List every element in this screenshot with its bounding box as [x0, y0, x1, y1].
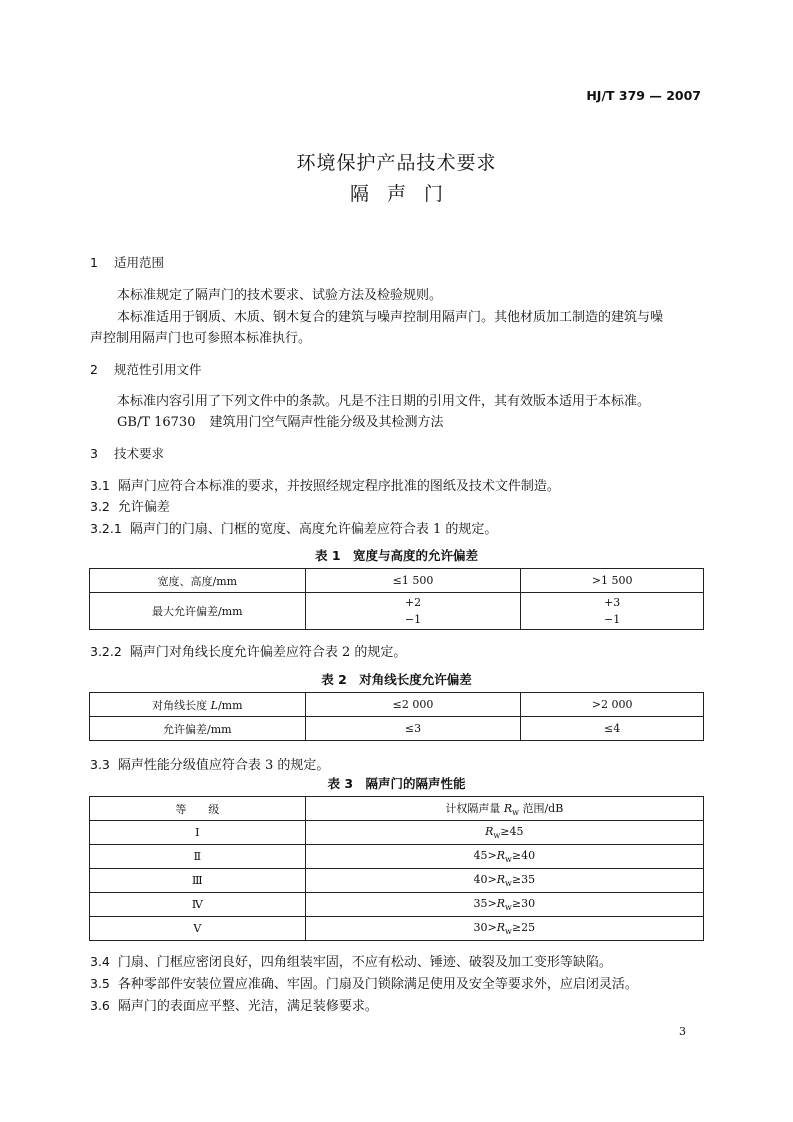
table-row — [90, 869, 704, 893]
table-row — [90, 845, 704, 869]
table-cell: >2 000 — [521, 693, 704, 717]
clause-number: 3.4 — [90, 954, 110, 969]
column-header-grade: 等 级 — [90, 797, 306, 821]
upper-deviation: +3 — [604, 596, 621, 609]
table-cell — [521, 593, 704, 630]
section-number: 3 — [90, 446, 98, 461]
clause-text: 隔声门应符合本标准的要求，并按照经规定程序批准的图纸及技术文件制造。 — [117, 479, 560, 494]
table-cell: ≤2 000 — [305, 693, 521, 717]
row-label: 最大允许偏差/mm — [90, 593, 306, 630]
table-row — [90, 917, 704, 941]
page-number: 3 — [679, 1025, 686, 1038]
clause-3-2-2 — [90, 641, 406, 660]
table-cell: >1 500 — [521, 569, 704, 593]
clause-number: 3.2.2 — [90, 644, 122, 659]
clause-number: 3.2.1 — [90, 521, 122, 536]
table-row — [90, 693, 704, 717]
table-3 — [89, 796, 704, 941]
table-row — [90, 893, 704, 917]
paragraph-continued: 声控制用隔声门也可参照本标准执行。 — [90, 331, 312, 346]
table-cell: ≤3 — [305, 717, 521, 741]
clause-3-6 — [90, 995, 378, 1014]
paragraph: 本标准适用于钢质、木质、钢木复合的建筑与噪声控制用隔声门。其他材质加工制造的建筑与噪 — [117, 310, 664, 325]
page-title: 环境保护产品技术要求 — [296, 152, 497, 174]
clause-text: 隔声门的门扇、门框的宽度、高度允许偏差应符合表 1 的规定。 — [129, 522, 498, 537]
standard-code: HJ/T 379 — 2007 — [586, 88, 701, 103]
clause-text: 隔声门的表面应平整、光洁，满足装修要求。 — [117, 999, 378, 1014]
column-header-range: 计权隔声量 $R_w$ 范围/dB — [305, 797, 703, 821]
clause-number: 3.5 — [90, 976, 110, 991]
clause-text: 允许偏差 — [117, 500, 170, 515]
section-number: 2 — [90, 362, 98, 377]
row-label: 允许偏差/mm — [90, 717, 306, 741]
table-cell: ≤1 500 — [305, 569, 521, 593]
section-title: 规范性引用文件 — [114, 362, 202, 377]
section-title: 技术要求 — [114, 446, 165, 461]
clause-text: 各种零部件安装位置应准确、牢固。门扇及门锁除满足使用及安全等要求外，应启闭灵活。 — [117, 977, 638, 992]
grade-cell: Ⅰ — [90, 821, 306, 845]
clause-number: 3.3 — [90, 757, 110, 772]
table-2 — [89, 692, 704, 741]
table-3-caption: 表 3 隔声门的隔声性能 — [327, 776, 466, 791]
clause-3-4 — [90, 951, 612, 970]
table-row — [90, 593, 704, 630]
clause-number: 3.6 — [90, 998, 110, 1013]
lower-deviation: −1 — [604, 613, 621, 626]
clause-3-2-1 — [90, 518, 497, 537]
range-cell: $35>R_w\ge 30$ — [305, 893, 703, 917]
section-heading-3 — [90, 444, 164, 462]
clause-3-2 — [90, 496, 170, 515]
section-number: 1 — [90, 255, 98, 270]
section-title: 适用范围 — [114, 255, 165, 270]
table-header-row — [90, 797, 704, 821]
clause-text: 门扇、门框应密闭良好，四角组装牢固，不应有松动、锤迹、破裂及加工变形等缺陷。 — [117, 955, 612, 970]
range-cell: $40>R_w\ge 35$ — [305, 869, 703, 893]
page-subtitle: 隔声门 — [349, 183, 461, 205]
lower-deviation: −1 — [404, 613, 422, 626]
paragraph: 本标准规定了隔声门的技术要求、试验方法及检验规则。 — [117, 288, 443, 303]
reference-code: GB/T 16730 — [117, 415, 196, 430]
range-cell: $R_w\ge 45$ — [305, 821, 703, 845]
clause-3-5 — [90, 973, 638, 992]
table-2-caption: 表 2 对角线长度允许偏差 — [321, 672, 472, 687]
table-cell: ≤4 — [521, 717, 704, 741]
row-label: 宽度、高度/mm — [90, 569, 306, 593]
table-cell — [305, 593, 521, 630]
grade-cell: Ⅱ — [90, 845, 306, 869]
grade-cell: Ⅳ — [90, 893, 306, 917]
paragraph: 本标准内容引用了下列文件中的条款。凡是不注日期的引用文件，其有效版本适用于本标准。 — [117, 394, 651, 409]
normative-reference — [117, 411, 444, 430]
grade-cell: Ⅴ — [90, 917, 306, 941]
table-1 — [89, 568, 704, 630]
clause-number: 3.1 — [90, 478, 110, 493]
table-row — [90, 569, 704, 593]
range-cell: $45>R_w\ge 40$ — [305, 845, 703, 869]
table-row — [90, 821, 704, 845]
table-1-caption: 表 1 宽度与高度的允许偏差 — [314, 548, 479, 563]
reference-title: 建筑用门空气隔声性能分级及其检测方法 — [209, 415, 444, 430]
clause-3-1 — [90, 475, 560, 494]
table-row — [90, 717, 704, 741]
section-heading-2 — [90, 360, 202, 378]
grade-cell: Ⅲ — [90, 869, 306, 893]
clause-number: 3.2 — [90, 499, 110, 514]
upper-deviation: +2 — [404, 596, 422, 609]
row-label: 对角线长度 L/mm — [90, 693, 306, 717]
clause-3-3 — [90, 754, 329, 773]
clause-text: 隔声性能分级值应符合表 3 的规定。 — [117, 758, 330, 773]
section-heading-1 — [90, 253, 164, 271]
range-cell: $30>R_w\ge 25$ — [305, 917, 703, 941]
clause-text: 隔声门对角线长度允许偏差应符合表 2 的规定。 — [129, 645, 407, 660]
